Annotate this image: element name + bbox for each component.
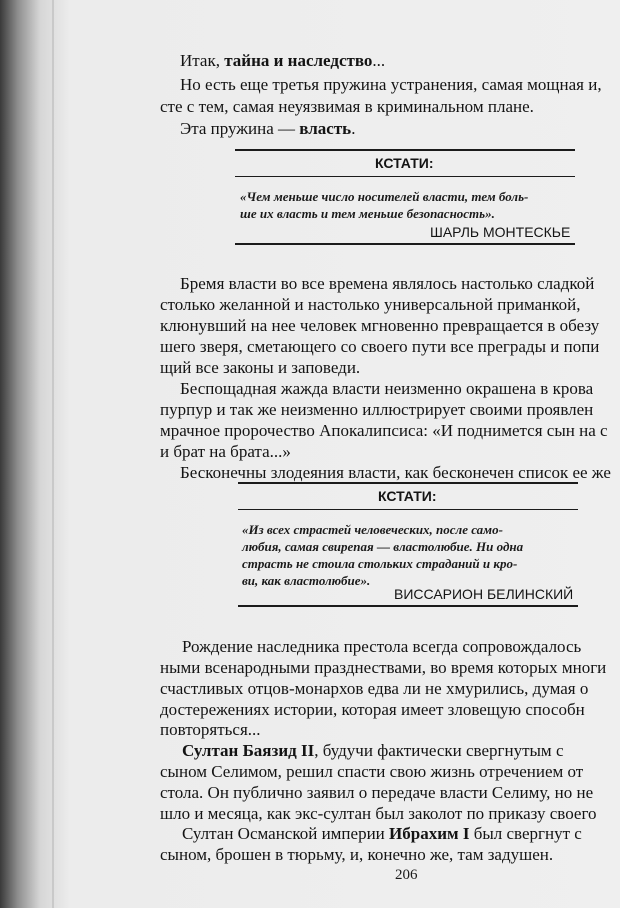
box2-quote-line-3: страсть не стоила стольких страданий и кро-: [242, 556, 518, 571]
section2-line: Бремя власти во все времена являлось настолько сладкой: [180, 274, 595, 293]
section3-p3-rest: был свергнут с: [469, 824, 582, 843]
box2-quote-line-4: ви, как властолюбие».: [242, 573, 371, 588]
section2-line: Бесконечны злодеяния власти, как бесконечен список ее же: [180, 463, 611, 482]
section3-line: Рождение наследника престола всегда сопровождалось: [182, 637, 582, 656]
page-number: 206: [395, 867, 418, 883]
section2-line: шего зверя, сметающего со своего пути все преграды и попи: [160, 337, 600, 356]
box1-bottom-rule: [235, 243, 575, 245]
intro-line-1-suffix: ...: [372, 51, 386, 70]
sultan-ibrahim-name: Ибрахим I: [389, 824, 470, 843]
section2-line: щий все законы и заповеди.: [160, 358, 361, 377]
box2-quote-line-1: «Из всех страстей человеческих, после само-: [242, 522, 503, 537]
section2-line: клюнувший на нее человек мгновенно превращается в обезу: [160, 316, 600, 335]
section2-line: пурпур и так же неизменно иллюстрирует своими проявлен: [160, 400, 594, 419]
box2-quote-line-2: любия, самая свирепая — властолюбие. Ни одна: [242, 539, 524, 554]
section3-line: достережениях истории, которая имеет зловещую способн: [160, 700, 585, 719]
intro-bold-phrase: тайна и наследство: [224, 51, 373, 70]
box1-divider: [235, 176, 575, 177]
page-gutter: [52, 0, 54, 908]
box1-quote-line-1: «Чем меньше число носителей власти, тем боль-: [240, 189, 529, 204]
section3-p3-prefix: Султан Османской империи: [182, 824, 390, 843]
intro-line-4-prefix: Эта пружина —: [180, 119, 300, 138]
box2-bottom-rule: [238, 605, 578, 607]
box1-quote-line-2: ше их власть и тем меньше безопасность».: [240, 206, 495, 221]
section3-p2-rest: , будучи фактически свергнутым с: [314, 741, 564, 760]
intro-line-1: [180, 50, 385, 71]
section3-line: шло и месяца, как экс-султан был заколот по приказу своего: [160, 804, 597, 823]
section3-line: счастливых отцов-монархов едва ли не хмурились, думая о: [160, 679, 589, 698]
box1-top-rule: [235, 149, 575, 151]
intro-bold-word: власть: [299, 119, 352, 138]
section2-line: Беспощадная жажда власти неизменно окрашена в крова: [180, 379, 594, 398]
box2-title: КСТАТИ:: [378, 488, 437, 504]
section3-line: сыном Селимом, решил спасти свою жизнь отречением от: [160, 762, 584, 781]
intro-line-1-prefix: Итак,: [180, 51, 225, 70]
box1-author: ШАРЛЬ МОНТЕСКЬЕ: [430, 224, 571, 240]
section2-line: столько желанной и настолько универсальной приманкой,: [160, 295, 581, 314]
sultan-bayezid-name: Султан Баязид II: [182, 741, 315, 760]
box2-top-rule: [238, 482, 578, 484]
intro-line-4-suffix: .: [351, 119, 356, 138]
intro-line-2: Но есть еще третья пружина устранения, самая мощная и,: [180, 75, 602, 94]
section3-paragraph-2-line-1: [182, 740, 563, 761]
section3-line: ными всенародными празднествами, во время которых многи: [160, 658, 607, 677]
section3-paragraph-3-line-1: [182, 823, 582, 844]
section3-line: стола. Он публично заявил о передаче власти Селиму, но не: [160, 783, 594, 802]
box2-divider: [238, 509, 578, 510]
intro-line-3: сте с тем, самая неуязвимая в криминальном плане.: [160, 97, 534, 116]
box2-author: ВИССАРИОН БЕЛИНСКИЙ: [394, 586, 574, 602]
intro-line-4: [180, 118, 355, 139]
section3-line: повторяться...: [160, 720, 261, 739]
section2-line: мрачное пророчество Апокалипсиса: «И поднимется сын на с: [160, 421, 608, 440]
section2-line: и брат на брата...»: [160, 442, 291, 461]
box1-title: КСТАТИ:: [375, 155, 434, 171]
section3-line: сыном, брошен в тюрьму, и, конечно же, там задушен.: [160, 845, 554, 864]
